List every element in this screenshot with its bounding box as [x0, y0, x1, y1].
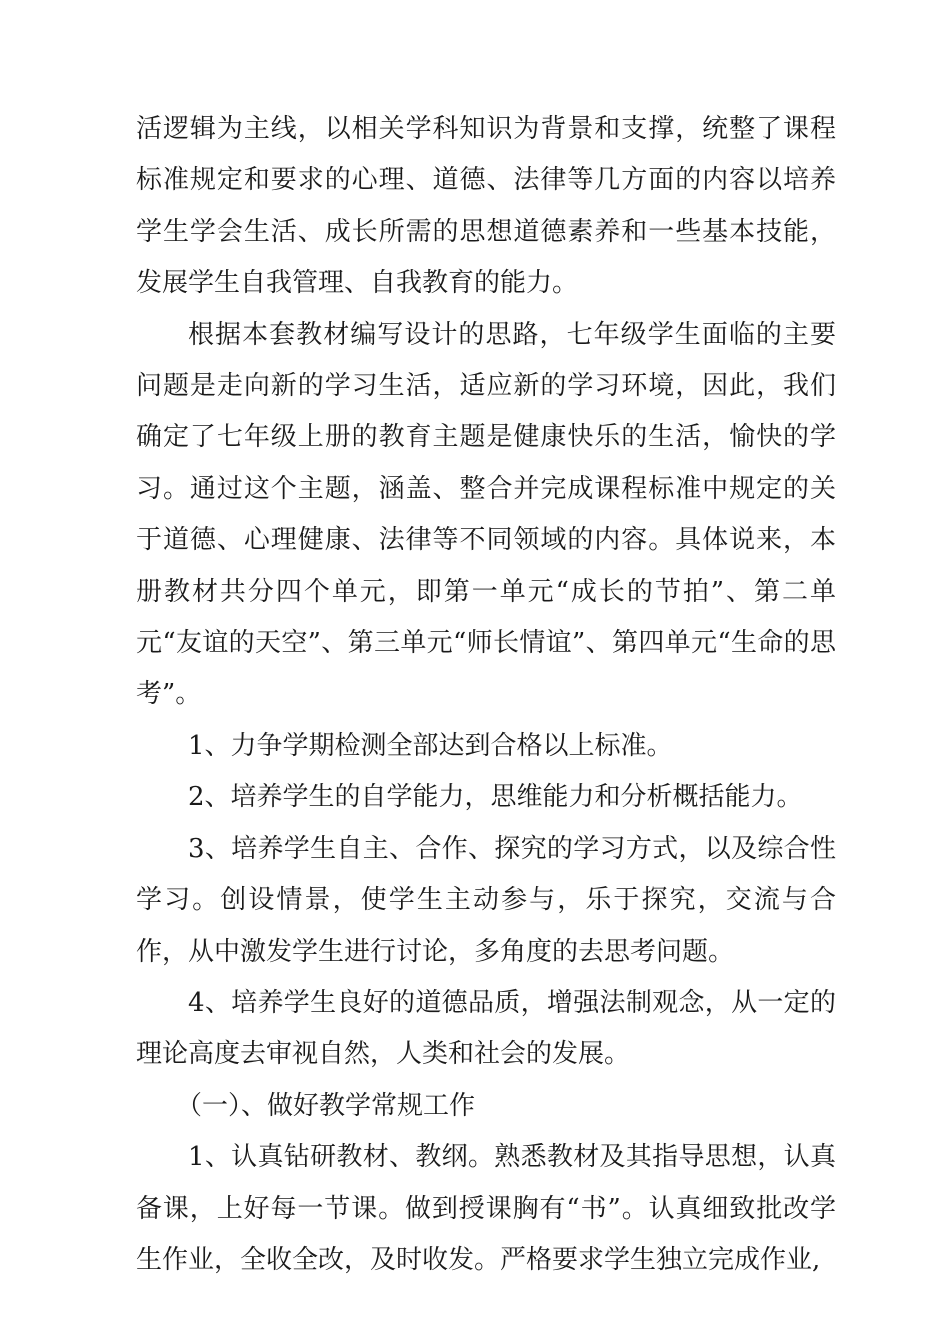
routine-item-1: 1、认真钻研教材、教纲。熟悉教材及其指导思想，认真备课，上好每一节课。做到授课胸有“书”。认真细致批改学生作业，全收全改，及时收发。严格要求学生独立完成作业,	[136, 1142, 836, 1275]
goal-item-2: 2、培养学生的自学能力，思维能力和分析概括能力。	[188, 782, 803, 813]
paragraph-textbook-design: 根据本套教材编写设计的思路，七年级学生面临的主要问题是走向新的学习生活，适应新的学习环境，因此，我们确定了七年级上册的教育主题是健康快乐的生活，愉快的学习。通过这个主题，涵盖、整合并完成课程标准中规定的关于道德、心理健康、法律等不同领域的内容。具体说来，本册教材共分四个单元，即第一单元“成长的节拍”、第二单元“友谊的天空”、第三单元“师长情谊”、第四单元“生命的思考”。	[136, 319, 836, 710]
document-body	[136, 104, 836, 1286]
goal-item-3: 3、培养学生自主、合作、探究的学习方式，以及综合性学习。创设情景，使学生主动参与，乐于探究，交流与合作，从中激发学生进行讨论，多角度的去思考问题。	[136, 833, 836, 967]
goal-item-1: 1、力争学期检测全部达到合格以上标准。	[188, 730, 673, 761]
section-heading-teaching-routine: （一）、做好教学常规工作	[176, 1090, 476, 1121]
goal-item-4: 4、培养学生良好的道德品质，增强法制观念，从一定的理论高度去审视自然，人类和社会的发展。	[136, 987, 836, 1070]
paragraph-curriculum-overview: 活逻辑为主线，以相关学科知识为背景和支撑，统整了课程标准规定和要求的心理、道德、法律等几方面的内容以培养学生学会生活、成长所需的思想道德素养和一些基本技能，发展学生自我管理、自我教育的能力。	[136, 114, 836, 299]
